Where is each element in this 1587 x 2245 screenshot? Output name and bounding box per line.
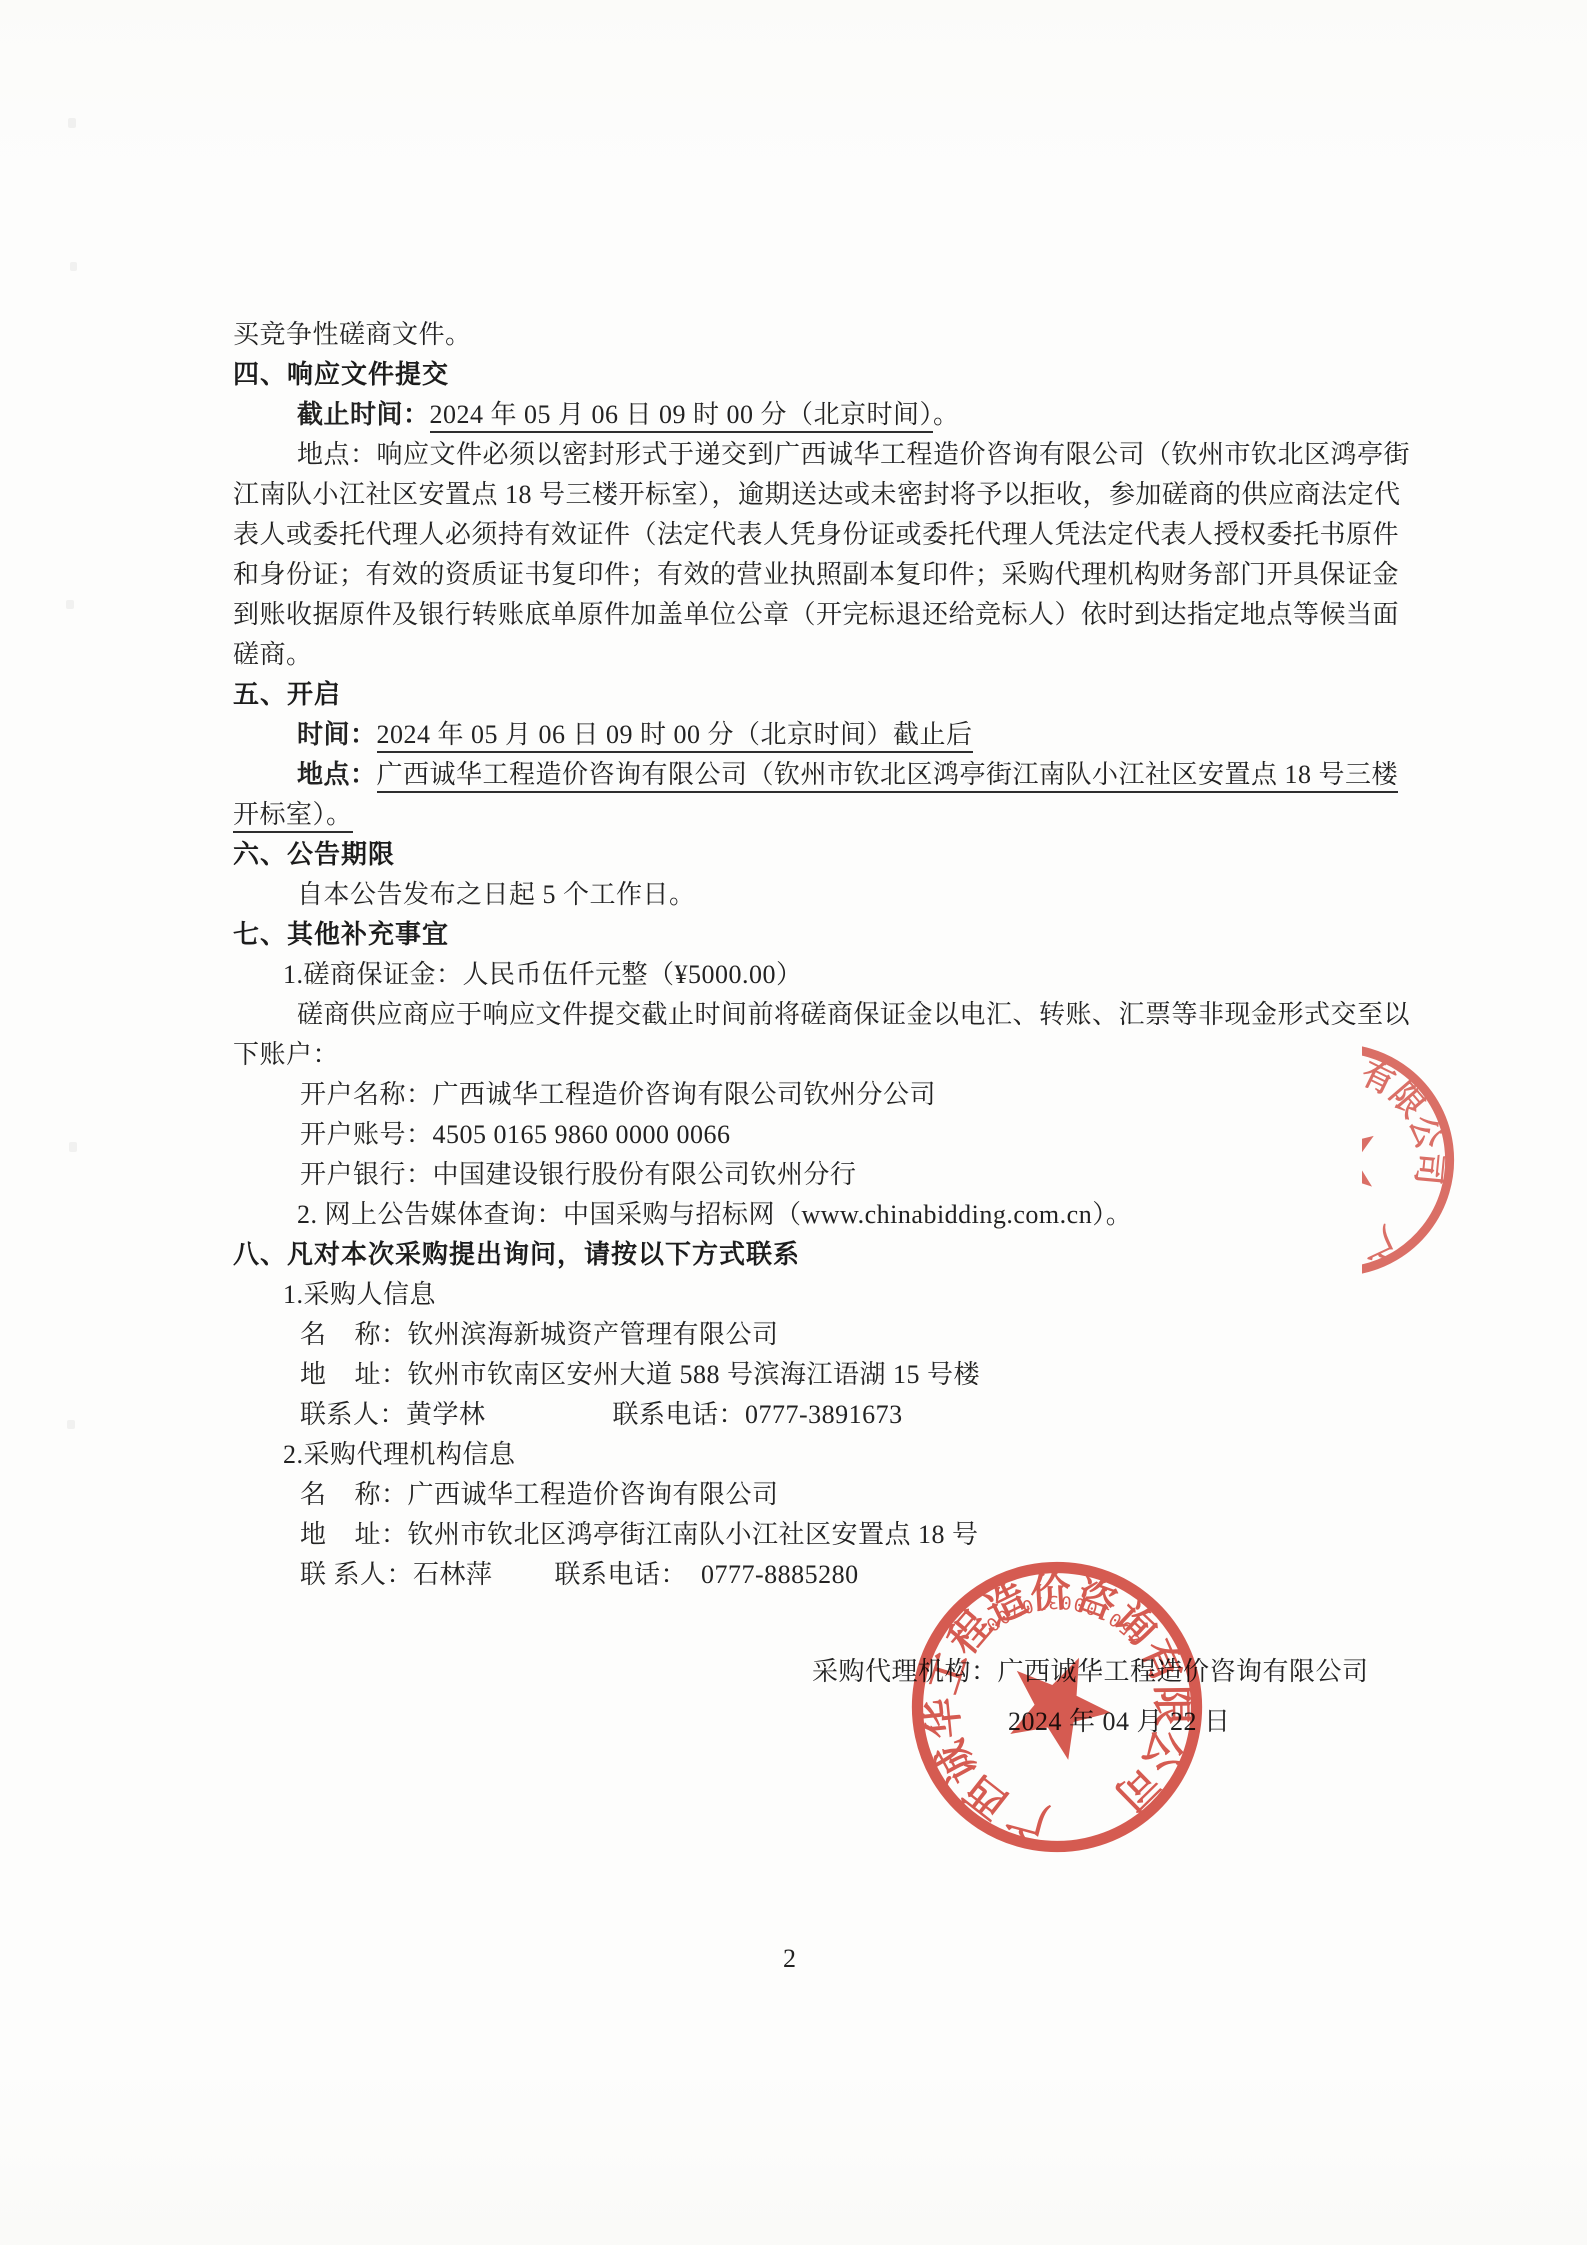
agent-name-line: 名 称：广西诚华工程造价咨询有限公司: [300, 1480, 779, 1509]
submission-paragraph-line5: 到账收据原件及银行转账底单原件加盖单位公章（开完标退还给竞标人）依时到达指定地点等候当面: [233, 600, 1400, 629]
buyer-name-line: 名 称：钦州滨海新城资产管理有限公司: [300, 1320, 779, 1349]
deposit-paragraph-line2: 下账户：: [233, 1040, 340, 1069]
opening-time-label: 时间：: [297, 720, 377, 749]
scan-artifact: [70, 262, 77, 271]
intro-line: 买竞争性磋商文件。: [233, 320, 472, 349]
section8-heading: 八、凡对本次采购提出询问，请按以下方式联系: [233, 1239, 801, 1269]
buyer-contact-name: 联系人：黄学林: [300, 1400, 486, 1429]
submission-paragraph-line4: 和身份证；有效的资质证书复印件；有效的营业执照副本复印件；采购代理机构财务部门开具保证金: [233, 560, 1400, 589]
account-bank-line: 开户银行：中国建设银行股份有限公司钦州分行: [300, 1160, 857, 1189]
partial-seal: [1362, 1040, 1456, 1280]
deposit-amount-line: 1.磋商保证金：人民币伍仟元整（¥5000.00）: [283, 960, 803, 989]
scan-artifact: [66, 600, 74, 609]
section6-heading: 六、公告期限: [233, 839, 396, 869]
submission-paragraph-line3: 表人或委托代理人必须持有效证件（法定代表人凭身份证或委托代理人凭法定代表人授权委托书原件: [233, 520, 1400, 549]
agent-contact-line: [300, 1558, 859, 1592]
announcement-period-line: 自本公告发布之日起 5 个工作日。: [297, 880, 696, 909]
signature-date-line: 2024 年 04 月 22 日: [1008, 1707, 1231, 1736]
section4-heading: 四、响应文件提交: [233, 359, 450, 389]
buyer-address-line: 地 址：钦州市钦南区安州大道 588 号滨海江语湖 15 号楼: [300, 1360, 981, 1389]
opening-location-line2: [233, 798, 353, 832]
deposit-paragraph-line1: 磋商供应商应于响应文件提交截止时间前将磋商保证金以电汇、转账、汇票等非现金形式交至以: [297, 1000, 1411, 1029]
page-number: 2: [783, 1944, 796, 1973]
buyer-info-heading: 1.采购人信息: [283, 1280, 437, 1309]
deadline-value: 2024 年 05 月 06 日 09 时 00 分（北京时间）: [430, 400, 934, 433]
opening-time-line: [297, 718, 973, 752]
opening-location-value1: 广西诚华工程造价咨询有限公司（钦州市钦北区鸿亭街江南队小江社区安置点 18 号三楼: [377, 760, 1399, 793]
submission-paragraph-line6: 磋商。: [233, 640, 313, 669]
submission-paragraph-line1: 地点：响应文件必须以密封形式于递交到广西诚华工程造价咨询有限公司（钦州市钦北区鸿亭街: [297, 440, 1411, 469]
agent-address-line: 地 址：钦州市钦北区鸿亭街江南队小江社区安置点 18 号: [300, 1520, 979, 1549]
account-number-line: 开户账号：4505 0165 9860 0000 0066: [300, 1120, 731, 1149]
agent-contact-phone: 联系电话： 0777-8885280: [554, 1560, 859, 1589]
agent-info-heading: 2.采购代理机构信息: [283, 1440, 516, 1469]
opening-time-value: 2024 年 05 月 06 日 09 时 00 分（北京时间）截止后: [377, 720, 973, 753]
opening-location-value2: 开标室）。: [233, 800, 353, 833]
section5-heading: 五、开启: [233, 679, 342, 709]
opening-location-label: 地点：: [297, 760, 377, 789]
section7-heading: 七、其他补充事宜: [233, 919, 450, 949]
deadline-period: 。: [933, 400, 960, 429]
agency-signature-line: 采购代理机构：广西诚华工程造价咨询有限公司: [812, 1657, 1369, 1686]
buyer-contact-line: [300, 1398, 903, 1432]
scan-artifact: [69, 1142, 77, 1152]
agent-contact-name: 联 系人：石林萍: [300, 1560, 493, 1589]
online-media-line: 2. 网上公告媒体查询：中国采购与招标网（www.chinabidding.com.cn）。: [297, 1200, 1133, 1229]
account-name-line: 开户名称：广西诚华工程造价咨询有限公司钦州分公司: [300, 1080, 937, 1109]
buyer-contact-phone: 联系电话：0777-3891673: [612, 1400, 903, 1429]
opening-location-line1: [297, 758, 1398, 792]
deadline-label: 截止时间：: [297, 400, 430, 429]
scan-artifact: [67, 1420, 75, 1429]
deadline-line: [297, 398, 960, 432]
scan-artifact: [68, 118, 76, 128]
company-seal: [907, 1557, 1207, 1857]
submission-paragraph-line2: 江南队小江社区安置点 18 号三楼开标室），逾期送达或未密封将予以拒收，参加磋商的供应商法定代: [233, 480, 1401, 509]
